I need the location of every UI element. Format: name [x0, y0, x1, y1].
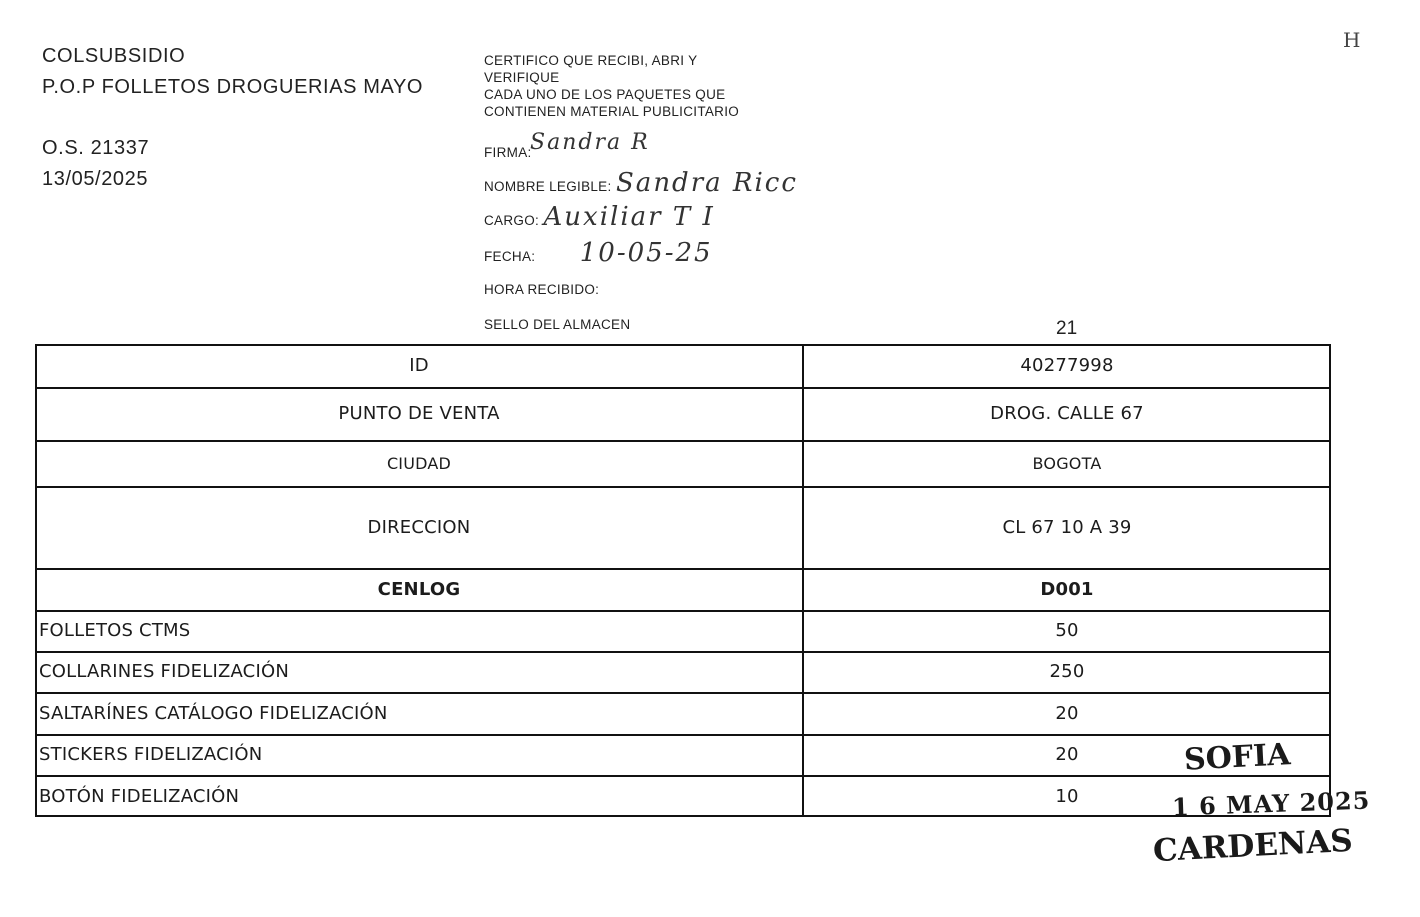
table-row	[35, 344, 1331, 387]
table-rule	[35, 610, 1331, 612]
table-rule	[35, 651, 1331, 653]
signature: Sandra R	[530, 130, 650, 155]
table-row	[35, 734, 1331, 775]
table-row	[35, 692, 1331, 734]
corner-handwritten-mark: H	[1343, 28, 1361, 52]
row-value: BOGOTA	[1032, 453, 1102, 473]
row-value: 50	[1055, 620, 1079, 641]
row-value: CL 67 10 A 39	[1002, 516, 1132, 538]
fecha-value: 10-05-25	[579, 238, 713, 268]
table-row	[35, 387, 1331, 440]
cargo-label: CARGO:	[484, 213, 540, 228]
table-rule	[35, 734, 1331, 736]
row-label: CIUDAD	[386, 453, 452, 473]
hora-recibido-label: HORA RECIBIDO:	[484, 282, 600, 297]
row-label: ID	[409, 355, 429, 376]
table-rule	[35, 486, 1331, 488]
certificate-line: CONTIENEN MATERIAL PUBLICITARIO	[484, 104, 740, 119]
row-value: 40277998	[1020, 355, 1114, 376]
company-name: COLSUBSIDIO	[42, 45, 186, 67]
row-value: DROG. CALLE 67	[990, 403, 1144, 424]
certificate-line: CERTIFICO QUE RECIBI, ABRI Y	[484, 53, 698, 68]
certificate-line: VERIFIQUE	[484, 70, 560, 85]
table-rule	[35, 775, 1331, 777]
row-label: CENLOG	[377, 578, 461, 600]
sello-almacen-label: SELLO DEL ALMACEN	[484, 317, 631, 332]
table-rule	[35, 815, 1331, 817]
row-label: DIRECCION	[367, 516, 471, 538]
row-label: PUNTO DE VENTA	[338, 403, 500, 424]
row-label: BOTÓN FIDELIZACIÓN	[39, 785, 240, 807]
fecha-label: FECHA:	[484, 249, 536, 264]
row-value: D001	[1040, 578, 1094, 600]
certificate-line: CADA UNO DE LOS PAQUETES QUE	[484, 87, 726, 102]
firma-label: FIRMA:	[484, 145, 532, 160]
row-value: 20	[1055, 744, 1079, 765]
table-rule	[35, 387, 1331, 389]
row-label: FOLLETOS CTMS	[39, 620, 191, 641]
delivery-table	[35, 344, 1331, 817]
table-row	[35, 610, 1331, 651]
nombre-label: NOMBRE LEGIBLE:	[484, 179, 612, 194]
table-row	[35, 568, 1331, 610]
table-rule	[1329, 344, 1331, 817]
table-rule	[802, 344, 804, 817]
row-value: 250	[1049, 661, 1085, 682]
table-row	[35, 440, 1331, 486]
table-row	[35, 775, 1331, 817]
nombre-field	[484, 168, 798, 198]
row-label: SALTARÍNES CATÁLOGO FIDELIZACIÓN	[39, 702, 388, 724]
table-row	[35, 486, 1331, 568]
order-number: O.S. 21337	[42, 137, 150, 159]
table-row	[35, 651, 1331, 692]
table-rule	[35, 344, 37, 817]
table-rule	[35, 344, 1331, 346]
page-number: 21	[1056, 318, 1078, 339]
nombre-value: Sandra Ricc	[616, 168, 798, 198]
stamp-date: 1 6 MAY 2025	[1171, 785, 1371, 822]
table-rule	[35, 568, 1331, 570]
campaign-title: P.O.P FOLLETOS DROGUERIAS MAYO	[42, 76, 424, 98]
table-rule	[35, 692, 1331, 694]
cargo-field	[484, 202, 715, 232]
fecha-field	[484, 238, 713, 268]
document-date: 13/05/2025	[42, 168, 149, 190]
row-label: COLLARINES FIDELIZACIÓN	[39, 661, 289, 682]
stamp-name-bottom: CARDENAS	[1152, 822, 1354, 870]
row-value: 20	[1055, 702, 1079, 724]
certificate-statement	[484, 52, 739, 120]
table-rule	[35, 440, 1331, 442]
row-label: STICKERS FIDELIZACIÓN	[39, 744, 263, 765]
cargo-value: Auxiliar T I	[543, 202, 715, 232]
stamp-name-top: SOFIA	[1183, 737, 1292, 778]
firma-field	[484, 130, 656, 163]
row-value: 10	[1055, 785, 1079, 807]
